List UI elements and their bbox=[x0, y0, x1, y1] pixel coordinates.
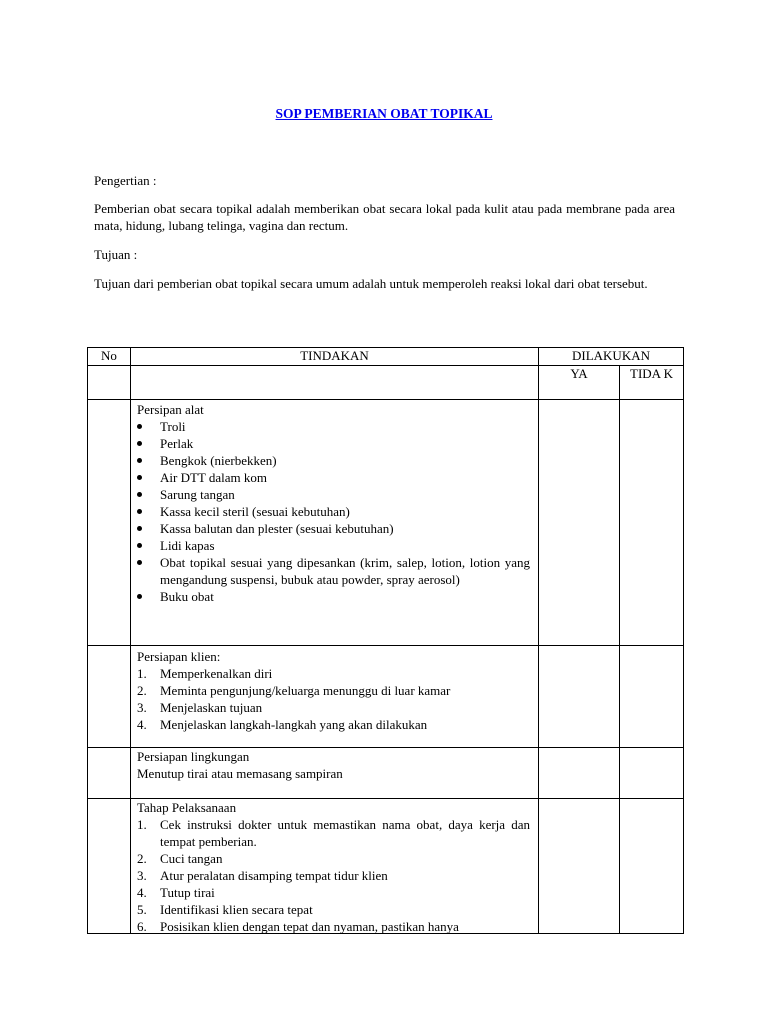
ya-checkbox-cell[interactable] bbox=[539, 748, 620, 799]
list-item bbox=[137, 716, 530, 733]
row-tindakan-cell bbox=[131, 400, 539, 646]
document-title: SOP PEMBERIAN OBAT TOPIKAL bbox=[275, 106, 493, 121]
row-tindakan-cell bbox=[131, 748, 539, 799]
list-item-text: Lidi kapas bbox=[160, 538, 215, 553]
header-row-1 bbox=[88, 348, 684, 366]
list-item-text: Atur peralatan disamping tempat tidur klien bbox=[160, 868, 388, 883]
bullet-icon bbox=[137, 526, 142, 531]
bullet-icon bbox=[137, 475, 142, 480]
header-tindakan: TINDAKAN bbox=[131, 348, 539, 366]
tujuan-label: Tujuan : bbox=[94, 247, 138, 262]
bullet-icon bbox=[137, 458, 142, 463]
bullet-icon bbox=[137, 543, 142, 548]
header-tidak: TIDA K bbox=[620, 366, 684, 400]
list-item-text: Identifikasi klien secara tepat bbox=[160, 902, 313, 917]
list-item-text: Cek instruksi dokter untuk memastikan nama obat, daya kerja dan tempat pemberian. bbox=[160, 817, 530, 849]
client-prep-list bbox=[137, 665, 530, 733]
tidak-checkbox-cell[interactable] bbox=[620, 400, 684, 646]
list-item bbox=[137, 554, 530, 588]
implementation-list bbox=[137, 816, 530, 933]
equipment-list bbox=[137, 418, 530, 605]
section-row-persiapan-klien bbox=[88, 646, 684, 748]
bullet-icon bbox=[137, 441, 142, 446]
list-item bbox=[137, 588, 530, 605]
list-item bbox=[137, 699, 530, 716]
section-row-tahap-pelaksanaan bbox=[88, 799, 684, 934]
list-item-text: Kassa kecil steril (sesuai kebutuhan) bbox=[160, 504, 350, 519]
ya-checkbox-cell[interactable] bbox=[539, 646, 620, 748]
row-no-cell bbox=[88, 646, 131, 748]
list-number: 1. bbox=[137, 666, 147, 681]
bullet-icon bbox=[137, 560, 142, 565]
list-item-text: Obat topikal sesuai yang dipesankan (krim, salep, lotion, lotion yang mengandung suspensi, bubuk atau powder, spray aerosol) bbox=[160, 555, 530, 587]
list-item bbox=[137, 537, 530, 554]
list-item bbox=[137, 452, 530, 469]
bullet-icon bbox=[137, 594, 142, 599]
list-item bbox=[137, 901, 530, 918]
header-no-empty bbox=[88, 366, 131, 400]
list-number: 4. bbox=[137, 885, 147, 900]
list-item bbox=[137, 435, 530, 452]
bullet-icon bbox=[137, 424, 142, 429]
bullet-icon bbox=[137, 492, 142, 497]
list-number: 4. bbox=[137, 717, 147, 732]
list-item bbox=[137, 665, 530, 682]
environment-step: Menutup tirai atau memasang sampiran bbox=[137, 766, 343, 781]
list-item-text: Tutup tirai bbox=[160, 885, 215, 900]
section-title: Persipan alat bbox=[137, 402, 204, 417]
header-dilakukan: DILAKUKAN bbox=[539, 348, 684, 366]
list-item bbox=[137, 503, 530, 520]
row-tindakan-cell bbox=[131, 646, 539, 748]
list-item-text: Meminta pengunjung/keluarga menunggu di luar kamar bbox=[160, 683, 451, 698]
list-item-text: Memperkenalkan diri bbox=[160, 666, 273, 681]
list-item bbox=[137, 918, 530, 933]
list-item-text: Posisikan klien dengan tepat dan nyaman, pastikan hanya bbox=[160, 919, 459, 933]
header-no: No bbox=[88, 348, 131, 366]
tidak-checkbox-cell[interactable] bbox=[620, 748, 684, 799]
tujuan-text: Tujuan dari pemberian obat topikal secara umum adalah untuk memperoleh reaksi lokal dari obat tersebut. bbox=[94, 276, 648, 291]
list-item-text: Sarung tangan bbox=[160, 487, 235, 502]
row-no-cell bbox=[88, 748, 131, 799]
header-row-2 bbox=[88, 366, 684, 400]
section-title: Persiapan lingkungan bbox=[137, 749, 250, 764]
section-row-persiapan-alat bbox=[88, 400, 684, 646]
list-item-text: Troli bbox=[160, 419, 186, 434]
list-number: 6. bbox=[137, 919, 147, 933]
list-number: 2. bbox=[137, 683, 147, 698]
list-item-text: Menjelaskan tujuan bbox=[160, 700, 263, 715]
list-item-text: Bengkok (nierbekken) bbox=[160, 453, 277, 468]
header-tindakan-empty bbox=[131, 366, 539, 400]
list-item-text: Perlak bbox=[160, 436, 194, 451]
section-title: Persiapan klien: bbox=[137, 649, 221, 664]
list-item bbox=[137, 682, 530, 699]
list-item bbox=[137, 850, 530, 867]
list-item bbox=[137, 867, 530, 884]
row-no-cell bbox=[88, 400, 131, 646]
list-item bbox=[137, 884, 530, 901]
header-ya: YA bbox=[539, 366, 620, 400]
list-number: 3. bbox=[137, 868, 147, 883]
list-item bbox=[137, 486, 530, 503]
section-title: Tahap Pelaksanaan bbox=[137, 800, 237, 815]
ya-checkbox-cell[interactable] bbox=[539, 400, 620, 646]
list-number: 2. bbox=[137, 851, 147, 866]
list-item bbox=[137, 816, 530, 850]
list-item-text: Menjelaskan langkah-langkah yang akan dilakukan bbox=[160, 717, 428, 732]
tidak-checkbox-cell[interactable] bbox=[620, 646, 684, 748]
row-no-cell bbox=[88, 799, 131, 934]
list-number: 5. bbox=[137, 902, 147, 917]
ya-checkbox-cell[interactable] bbox=[539, 799, 620, 934]
list-item bbox=[137, 418, 530, 435]
row-tindakan-cell bbox=[131, 799, 539, 934]
list-number: 1. bbox=[137, 817, 147, 832]
list-item bbox=[137, 520, 530, 537]
pengertian-label: Pengertian : bbox=[94, 173, 157, 188]
list-item-text: Buku obat bbox=[160, 589, 214, 604]
list-item-text: Kassa balutan dan plester (sesuai kebutuhan) bbox=[160, 521, 394, 536]
list-number: 3. bbox=[137, 700, 147, 715]
section-row-persiapan-lingkungan bbox=[88, 748, 684, 799]
bullet-icon bbox=[137, 509, 142, 514]
list-item-text: Cuci tangan bbox=[160, 851, 223, 866]
tidak-checkbox-cell[interactable] bbox=[620, 799, 684, 934]
sop-table bbox=[87, 347, 684, 934]
list-item bbox=[137, 469, 530, 486]
pengertian-text: Pemberian obat secara topikal adalah memberikan obat secara lokal pada kulit atau pada membrane pada area mata, hidung, lubang telinga, vagina dan rectum. bbox=[94, 201, 675, 233]
list-item-text: Air DTT dalam kom bbox=[160, 470, 267, 485]
